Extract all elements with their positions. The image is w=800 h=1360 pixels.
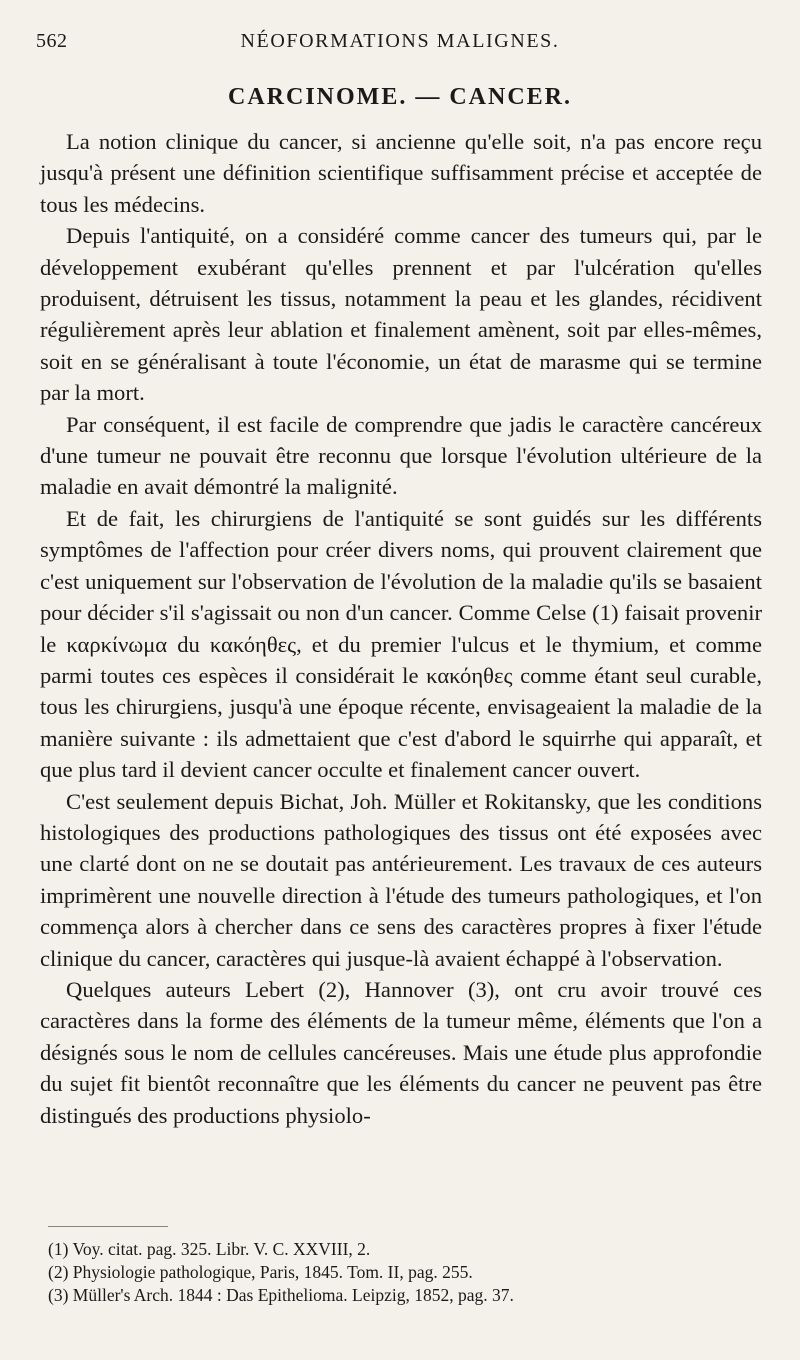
paragraph: La notion clinique du cancer, si ancienne qu'elle soit, n'a pas encore reçu jusqu'à présent une définition scientifique suffisamment précise et acceptée de tous les médecins. — [40, 129, 762, 217]
footnote-divider — [48, 1226, 168, 1227]
footnote: (3) Müller's Arch. 1844 : Das Epithelioma. Leipzig, 1852, pag. 37. — [48, 1285, 514, 1305]
paragraph: Quelques auteurs Lebert (2), Hannover (3), ont cru avoir trouvé ces caractères dans la forme des éléments de la tumeur même, éléments que l'on a désignés sous le nom de cellules cancéreuses. Mais une étude plus approfondie du sujet fit bientôt reconnaître que les éléments du cancer ne peuvent pas être distingués des productions physiolo- — [40, 976, 762, 1128]
paragraph: Depuis l'antiquité, on a considéré comme cancer des tumeurs qui, par le développement exubérant qu'elles prennent et par l'ulcération qu'elles produisent, détruisent les tissus, notamment la peau et les glandes, récidivent régulièrement après leur ablation et finalement amènent, soit par elles-mêmes, soit en se généralisant à toute l'économie, un état de marasme qui se termine par la mort. — [40, 223, 762, 406]
page-number: 562 — [36, 30, 68, 52]
body-text — [40, 126, 762, 1131]
running-title: NÉOFORMATIONS MALIGNES. — [240, 30, 560, 52]
paragraph: C'est seulement depuis Bichat, Joh. Müller et Rokitansky, que les conditions histologiques des productions pathologiques des tissus ont été exposées avec une clarté dont on ne se doutait pas antérieurement. Les travaux de ces auteurs imprimèrent une nouvelle direction à l'étude des tumeurs pathologiques, et l'on commença alors à chercher dans ce sens des caractères propres à fixer l'étude clinique du cancer, caractères qui jusque-là avaient échappé à l'observation. — [40, 788, 762, 971]
footnote: (2) Physiologie pathologique, Paris, 1845. Tom. II, pag. 255. — [48, 1262, 473, 1282]
footnote: (1) Voy. citat. pag. 325. Libr. V. C. XXVIII, 2. — [48, 1239, 371, 1259]
paragraph: Par conséquent, il est facile de comprendre que jadis le caractère cancéreux d'une tumeur ne pouvait être reconnu que lorsque l'évolution ultérieure de la maladie en avait démontré la malignité. — [40, 411, 762, 500]
footnotes — [48, 1238, 762, 1307]
paragraph: Et de fait, les chirurgiens de l'antiquité se sont guidés sur les différents symptômes de l'affection pour créer divers noms, qui prouvent clairement que c'est uniquement sur l'observation de l'évolution de la maladie qu'ils se basaient pour décider s'il s'agissait ou non d'un cancer. Comme Celse (1) faisait provenir le καρκίνωμα du κακόηθες, et du premier l'ulcus et le thymium, et comme parmi toutes ces espèces il considérait le κακόηθες comme étant seul curable, tous les chirurgiens, jusqu'à une époque récente, envisageaient la maladie de la manière suivante : ils admettaient que c'est d'abord le squirrhe qui apparaît, et que plus tard il devient cancer occulte et finalement cancer ouvert. — [40, 505, 762, 783]
running-head — [0, 28, 800, 58]
section-title: CARCINOME. — CANCER. — [228, 84, 572, 110]
